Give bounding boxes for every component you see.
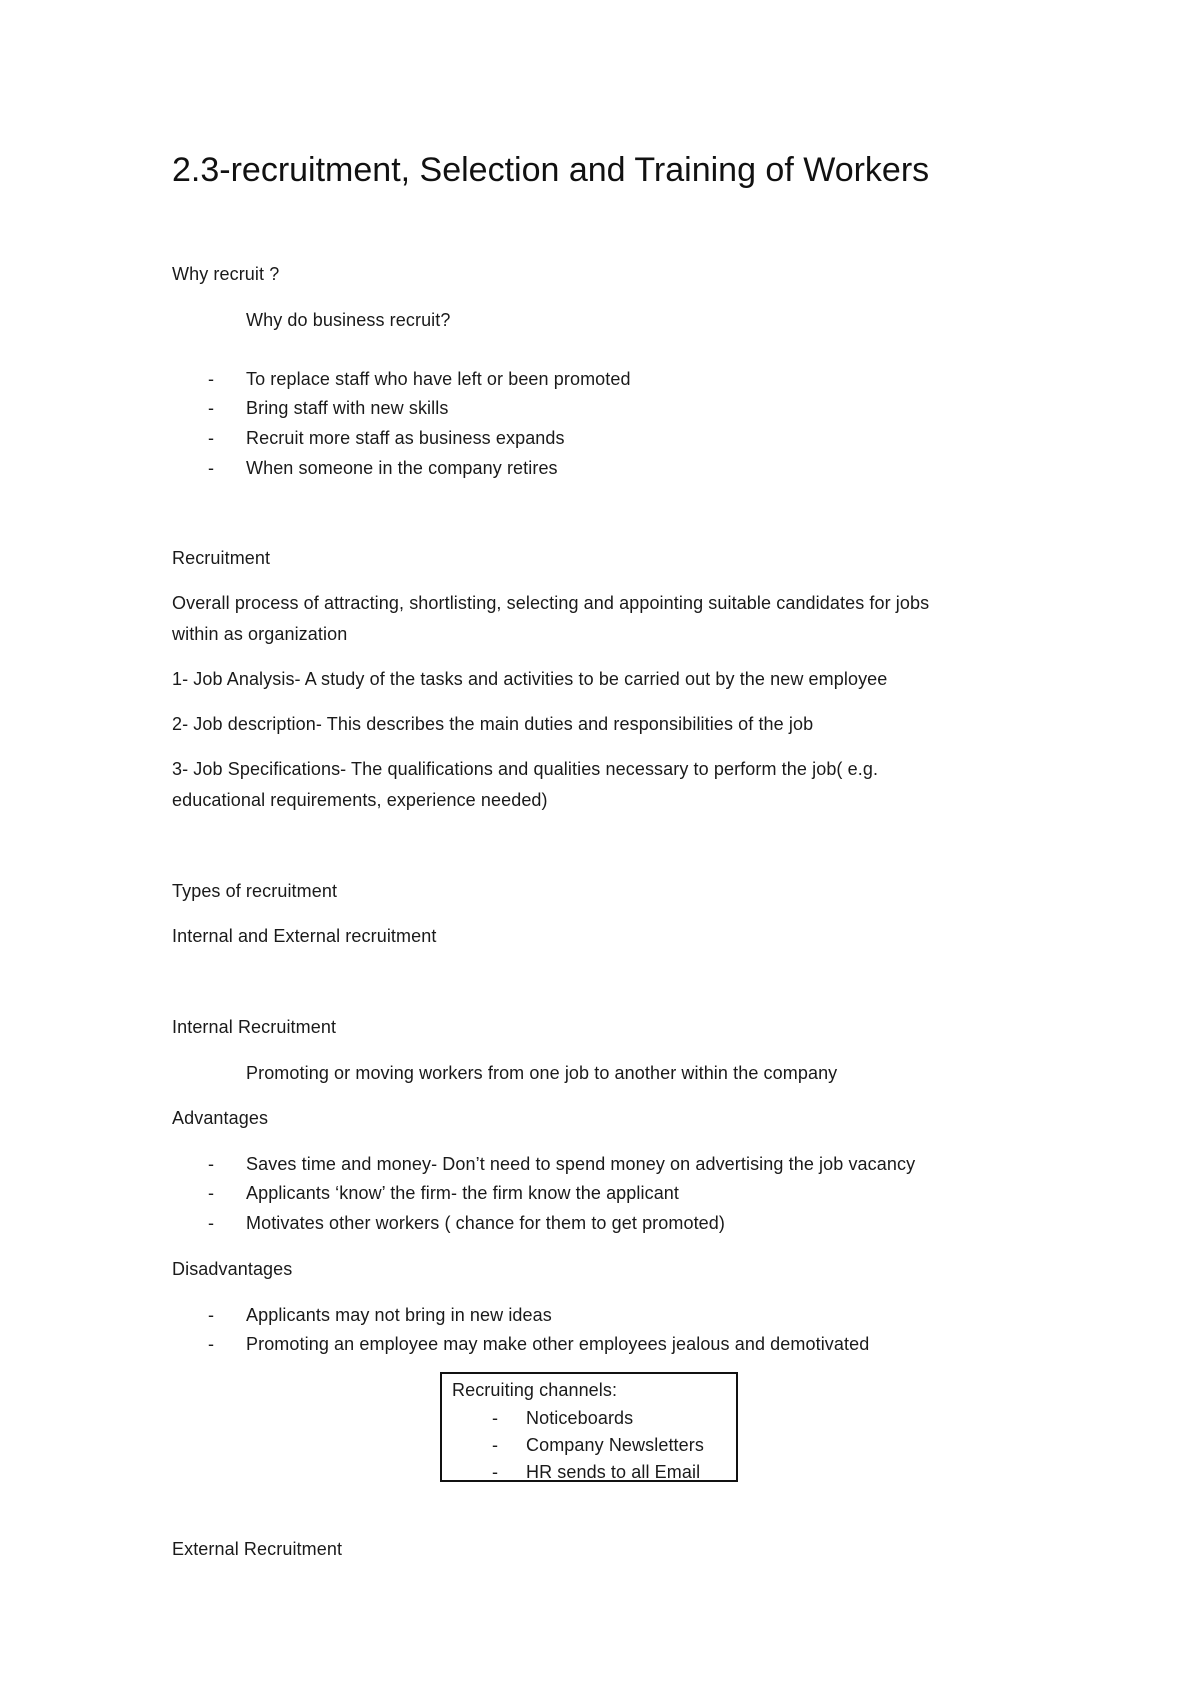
advantages-heading: Advantages bbox=[172, 1108, 269, 1128]
bullet-dash: - bbox=[208, 1183, 214, 1203]
list-item: Motivates other workers ( chance for them to get promoted) bbox=[246, 1213, 726, 1233]
bullet-dash: - bbox=[492, 1462, 498, 1482]
disadvantages-heading: Disadvantages bbox=[172, 1259, 293, 1279]
recruitment-heading: Recruitment bbox=[172, 548, 271, 568]
bullet-dash: - bbox=[208, 1334, 214, 1354]
list-item: Promoting an employee may make other employees jealous and demotivated bbox=[246, 1334, 870, 1354]
list-item: Applicants may not bring in new ideas bbox=[246, 1305, 552, 1325]
list-item: When someone in the company retires bbox=[246, 458, 558, 478]
list-item: To replace staff who have left or been promoted bbox=[246, 369, 631, 389]
list-item: Recruit more staff as business expands bbox=[246, 428, 565, 448]
why-recruit-heading: Why recruit ? bbox=[172, 264, 280, 284]
list-item: Noticeboards bbox=[526, 1408, 634, 1428]
bullet-dash: - bbox=[208, 1154, 214, 1174]
internal-recruitment-heading: Internal Recruitment bbox=[172, 1017, 337, 1037]
list-item: Company Newsletters bbox=[526, 1435, 704, 1455]
internal-recruitment-definition: Promoting or moving workers from one job to another within the company bbox=[246, 1063, 838, 1083]
job-description-text: 2- Job description- This describes the main duties and responsibilities of the job bbox=[172, 714, 814, 734]
bullet-dash: - bbox=[492, 1408, 498, 1428]
job-specifications-line1: 3- Job Specifications- The qualifications and qualities necessary to perform the job( e.g. bbox=[172, 759, 879, 779]
recruitment-definition-line1: Overall process of attracting, shortlisting, selecting and appointing suitable candidates for jobs bbox=[172, 593, 930, 613]
bullet-dash: - bbox=[208, 1305, 214, 1325]
list-item: Saves time and money- Don’t need to spend money on advertising the job vacancy bbox=[246, 1154, 916, 1174]
job-specifications-line2: educational requirements, experience needed) bbox=[172, 790, 548, 810]
list-item: Applicants ‘know’ the firm- the firm know the applicant bbox=[246, 1183, 680, 1203]
recruiting-channels-heading: Recruiting channels: bbox=[452, 1380, 618, 1400]
bullet-dash: - bbox=[208, 1213, 214, 1233]
external-recruitment-heading: External Recruitment bbox=[172, 1539, 343, 1559]
page-title: 2.3-recruitment, Selection and Training of Workers bbox=[172, 151, 930, 189]
job-analysis-text: 1- Job Analysis- A study of the tasks and activities to be carried out by the new employee bbox=[172, 669, 888, 689]
types-text: Internal and External recruitment bbox=[172, 926, 437, 946]
why-recruit-subheading: Why do business recruit? bbox=[246, 310, 451, 330]
list-item: Bring staff with new skills bbox=[246, 398, 449, 418]
recruitment-definition-line2: within as organization bbox=[172, 624, 348, 644]
bullet-dash: - bbox=[208, 369, 214, 389]
bullet-dash: - bbox=[208, 458, 214, 478]
bullet-dash: - bbox=[208, 398, 214, 418]
types-heading: Types of recruitment bbox=[172, 881, 338, 901]
bullet-dash: - bbox=[208, 428, 214, 448]
bullet-dash: - bbox=[492, 1435, 498, 1455]
list-item: HR sends to all Email bbox=[526, 1462, 701, 1482]
